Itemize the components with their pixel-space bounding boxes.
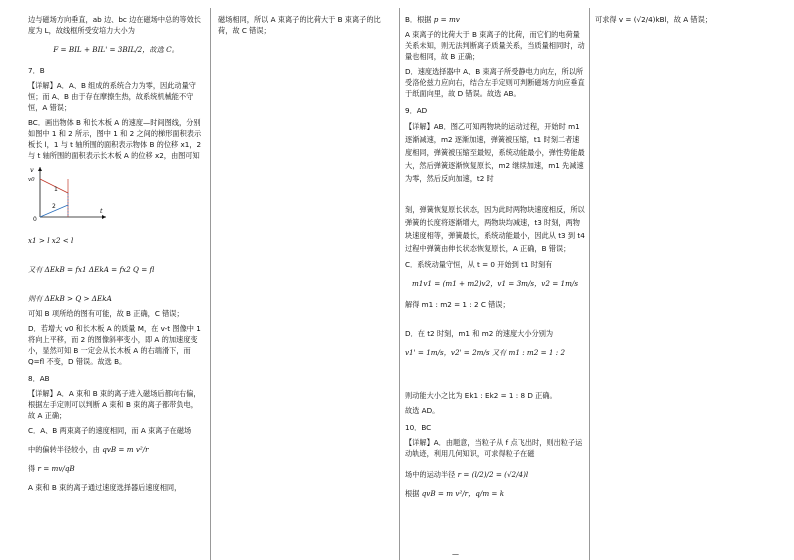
column-1 xyxy=(28,14,204,497)
paragraph: 解得 m1 : m2 = 1 : 2 C 错误； xyxy=(405,300,510,309)
paragraph: 边与磁场方向垂直，ab 边、bc 边在磁场中总的等效长度为 L，故线框所受安培力大小为 xyxy=(28,15,201,35)
t-axis-label: t xyxy=(100,207,103,215)
column-2 xyxy=(218,14,394,40)
column-divider xyxy=(589,8,590,560)
paragraph: 故选 AD。 xyxy=(405,406,440,415)
formula: qvB = m v²/r xyxy=(102,445,149,454)
text: 场中的运动半径 xyxy=(405,470,456,479)
column-3 xyxy=(405,14,585,503)
paragraph: D．速度选择器中 A、B 束离子所受静电力向左，所以所受洛伦兹力应向右，结合左手定则可判断磁场方向应垂直于纸面向里，故 D 错误。故选 AB。 xyxy=(405,67,585,98)
formula: F = BIL + BIL' = 3BIL/2，故选 C。 xyxy=(53,45,179,54)
formula: r = mv/qB xyxy=(37,464,75,473)
v-axis-label: v xyxy=(30,166,34,174)
formula: qvB = m v²/r，q/m = k xyxy=(421,489,505,498)
paragraph: 【详解】A．A 束和 B 束的离子进入磁场后都向右偏，根据左手定则可以判断 A 束和 B 束的离子都带负电，故 A 正确； xyxy=(28,389,201,420)
paragraph xyxy=(28,444,204,455)
column-4 xyxy=(595,14,765,29)
text: 根据 xyxy=(405,489,420,498)
paragraph: C．系统动量守恒，从 t = 0 开始到 t1 时刻有 xyxy=(405,260,553,269)
paragraph xyxy=(405,488,585,499)
paragraph: 刻，弹簧恢复原长状态，因为此时两物块速度相反，所以弹簧的长度将逐渐增大，两物块均减速，t3 时刻，两物块速度相等，弹簧最长，系统动能最小，因此从 t3 到 t4 过程中弹簧由伸长状态恢复原长，A 正确，B 错误； xyxy=(405,205,585,253)
paragraph: 可知 B 项所给的图有可能，故 B 正确，C 错误； xyxy=(28,309,184,318)
paragraph: 可求得 v = (√2/4)kBl，故 A 错误； xyxy=(595,15,712,24)
energy-relation: 又有 ΔEkB = fx1 ΔEkA = fx2 Q = fl xyxy=(28,265,155,274)
question-number: 10．BC xyxy=(405,423,432,432)
text: B．根据 xyxy=(405,15,432,24)
paragraph: 【详解】A．A、B 组成的系统合力为零，因此动量守恒；而 A、B 由于存在摩擦生热，故系统机械能不守恒，A 错误； xyxy=(28,81,196,112)
paragraph xyxy=(405,469,585,480)
paragraph: 【详解】A．由题意，当粒子从 f 点飞出时，则出粒子运动轨迹，利用几何知识，可求得粒子在磁 xyxy=(405,438,583,458)
formula: p = mv xyxy=(433,15,460,24)
paragraph: D．若增大 v0 和长木板 A 的质量 M，在 v-t 图像中 1 将向上平移，而 2 的图像斜率变小，即 A 的加速度变小，显然可知 B 一定会从长木板 A 的右端滑下，而 Q=fl 不变，D 错误。故选 B。 xyxy=(28,324,201,366)
question-number: 8．AB xyxy=(28,374,50,383)
paragraph xyxy=(405,14,585,25)
formula: m1v1 = (m1 + m2)v2，v1 = 3m/s，v2 = 1m/s xyxy=(411,279,579,288)
paragraph xyxy=(28,463,204,474)
text: 中的偏转半径较小，由 xyxy=(28,445,100,454)
text: 得 xyxy=(28,464,36,473)
formula: r = (l/2)/2 = (√2/4)l xyxy=(457,470,529,479)
question-number: 7．B xyxy=(28,66,45,75)
v0-label: v0 xyxy=(28,177,35,183)
paragraph: 【详解】AB．图乙可知两物块的运动过程，开始时 m1 逐渐减速，m2 逐渐加速，弹簧被压缩，t1 时刻二者速度相同，弹簧被压缩至最短，系统动能最小，弹性势能最大，然后弹簧逐渐恢复原长，m2 继续加速，m1 先减速为零，然后反向加速，t2 时 xyxy=(405,122,585,183)
paragraph: 磁场相同，所以 A 束离子的比荷大于 B 束离子的比荷，故 C 错误； xyxy=(218,15,381,35)
column-divider xyxy=(399,8,400,560)
inequality: x1 > l x2 < l xyxy=(28,236,74,245)
column-divider xyxy=(210,8,211,560)
paragraph: BC．画出物体 B 和长木板 A 的速度—时间图线，分别如图中 1 和 2 所示，图中 1 和 2 之间的梯形面积表示板长 l，1 与 t 轴所围的面积表示物体 B 的位移 x1，2 与 t 轴所围的面积表示长木板 A 的位移 x2，由图可知 xyxy=(28,118,202,160)
energy-comparison: 则有 ΔEkB > Q > ΔEkA xyxy=(28,294,112,303)
line-2-label: 2 xyxy=(52,203,56,210)
paragraph: A 束和 B 束的离子通过速度选择器后速度相同， xyxy=(28,483,182,492)
paragraph: 则动能大小之比为 Ek1 : Ek2 = 1 : 8 D 正确。 xyxy=(405,391,557,400)
paragraph: D．在 t2 时刻，m1 和 m2 的速度大小分别为 xyxy=(405,329,554,338)
question-number: 9．AD xyxy=(405,106,428,115)
velocity-time-graph xyxy=(28,165,108,221)
origin-label: 0 xyxy=(33,216,37,221)
formula: v1' = 1m/s，v2' = 2m/s 又有 m1 : m2 = 1 : 2 xyxy=(405,348,566,357)
paragraph: C．A、B 两束离子的速度相同，而 A 束离子在磁场 xyxy=(28,426,192,435)
page-mark: — xyxy=(452,550,459,558)
line-1-label: 1 xyxy=(54,186,58,193)
paragraph: A 束离子的比荷大于 B 束离子的比荷，而它们的电荷量关系未知，则无法判断离子质量关系，当质量相同时，动量也相同，故 B 正确； xyxy=(405,30,585,61)
